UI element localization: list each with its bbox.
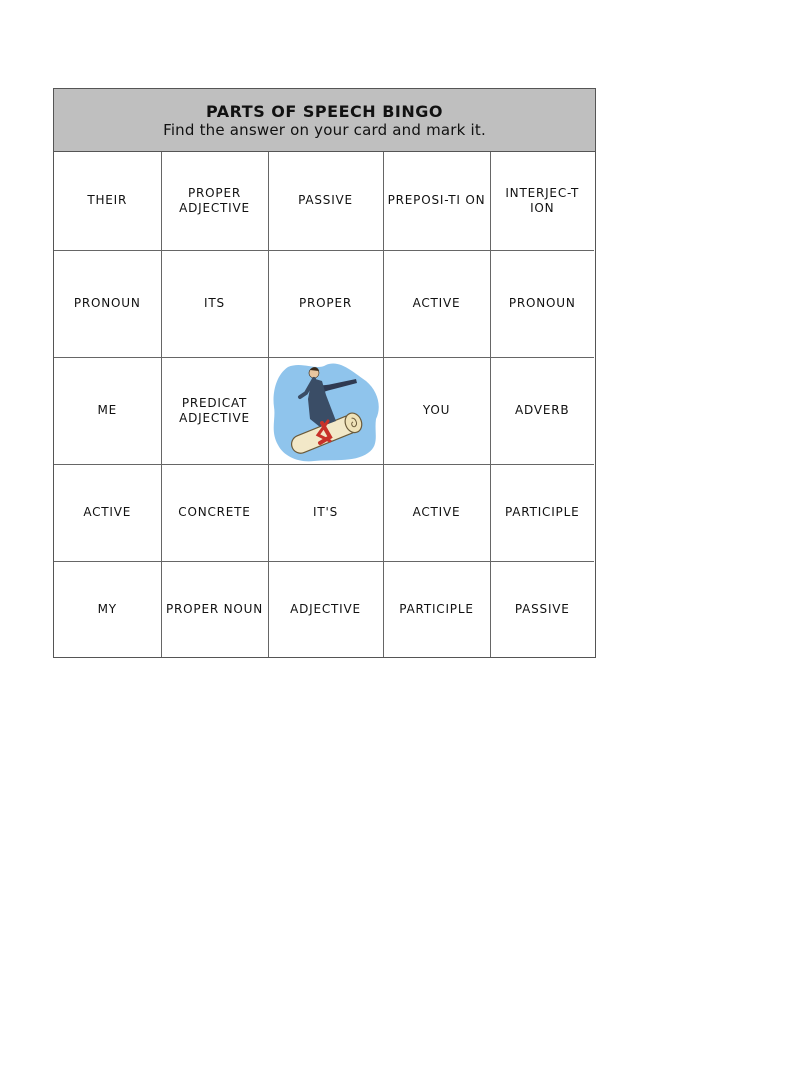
- card-header: [54, 89, 595, 152]
- bingo-cell[interactable]: PREDICAT ADJECTIVE: [161, 357, 268, 464]
- bingo-cell[interactable]: ADVERB: [490, 357, 594, 464]
- card-title: PARTS OF SPEECH BINGO: [206, 102, 443, 121]
- bingo-row: [54, 152, 594, 250]
- bingo-cell[interactable]: PREPOSI-TI ON: [383, 152, 490, 250]
- card-subtitle: Find the answer on your card and mark it.: [163, 121, 486, 139]
- surfing-diploma-clipart-icon: [270, 359, 382, 463]
- bingo-cell[interactable]: PASSIVE: [490, 561, 594, 657]
- bingo-cell[interactable]: ACTIVE: [383, 250, 490, 357]
- bingo-cell[interactable]: INTERJEC-T ION: [490, 152, 594, 250]
- bingo-cell[interactable]: ACTIVE: [383, 464, 490, 561]
- bingo-cell[interactable]: PROPER: [268, 250, 383, 357]
- bingo-cell[interactable]: PROPER ADJECTIVE: [161, 152, 268, 250]
- bingo-cell[interactable]: ITS: [161, 250, 268, 357]
- bingo-row: [54, 357, 594, 464]
- bingo-cell[interactable]: PRONOUN: [490, 250, 594, 357]
- bingo-row: [54, 561, 594, 657]
- bingo-cell[interactable]: ME: [54, 357, 161, 464]
- bingo-cell[interactable]: ACTIVE: [54, 464, 161, 561]
- bingo-row: [54, 250, 594, 357]
- bingo-cell[interactable]: PARTICIPLE: [490, 464, 594, 561]
- bingo-cell[interactable]: PARTICIPLE: [383, 561, 490, 657]
- bingo-cell[interactable]: PASSIVE: [268, 152, 383, 250]
- bingo-cell[interactable]: CONCRETE: [161, 464, 268, 561]
- bingo-card: [53, 88, 596, 658]
- bingo-grid: [54, 152, 594, 657]
- bingo-cell[interactable]: ADJECTIVE: [268, 561, 383, 657]
- bingo-cell[interactable]: YOU: [383, 357, 490, 464]
- free-space-cell[interactable]: [268, 357, 383, 464]
- bingo-row: [54, 464, 594, 561]
- bingo-cell[interactable]: IT'S: [268, 464, 383, 561]
- bingo-cell[interactable]: PROPER NOUN: [161, 561, 268, 657]
- bingo-cell[interactable]: THEIR: [54, 152, 161, 250]
- bingo-cell[interactable]: MY: [54, 561, 161, 657]
- bingo-cell[interactable]: PRONOUN: [54, 250, 161, 357]
